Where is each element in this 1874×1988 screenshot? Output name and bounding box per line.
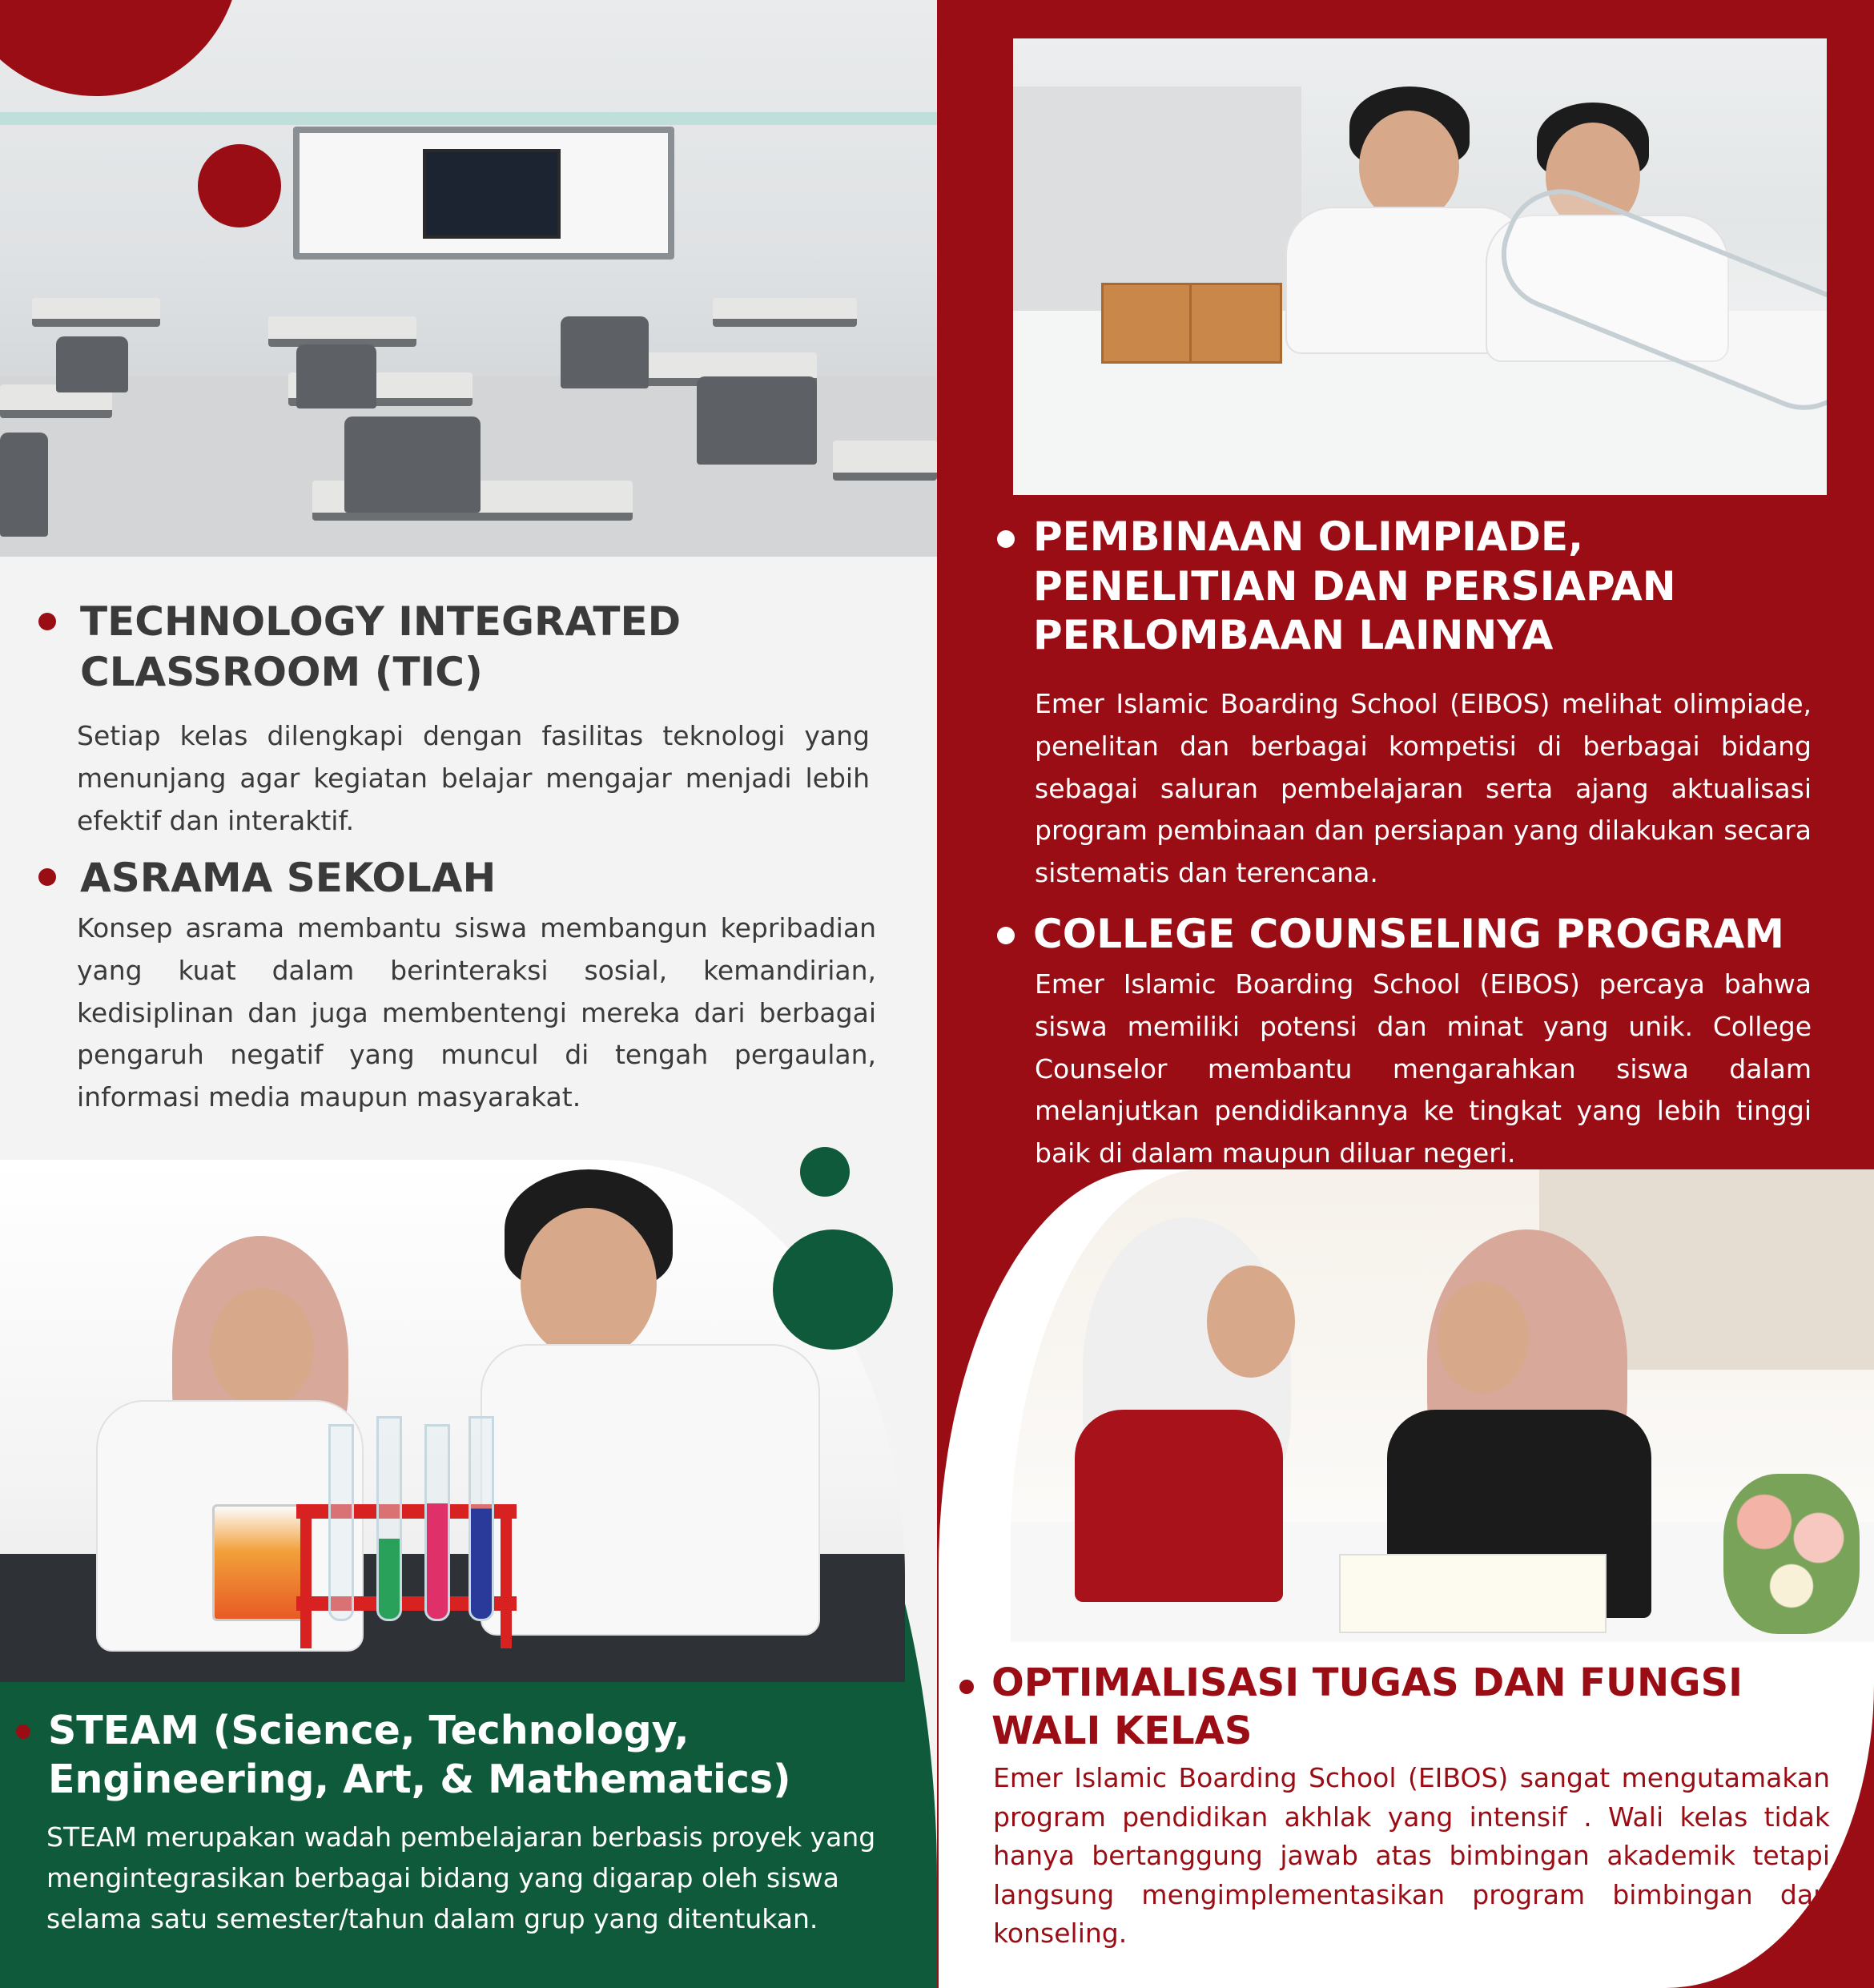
bullet-dot-icon [959,1680,974,1694]
counseling-photo [1011,1169,1874,1642]
bullet-dot-icon [997,927,1015,944]
tic-title-line2: CLASSROOM (TIC) [80,648,483,695]
decorative-circle-small [198,144,281,227]
decorative-circle-green-small [800,1147,850,1197]
bullet-dot-icon [38,868,56,886]
olimpiade-title [1033,513,1842,661]
beaker [212,1504,309,1621]
steam-body: STEAM merupakan wadah pembelajaran berbasis proyek yang mengintegrasikan berbagai bidang yang digarap oleh siswa selama satu semester/tahun dalam grup yang ditentukan. [46,1821,876,1935]
test-tube [376,1416,402,1621]
wooden-resonator-box [1101,283,1194,364]
steam-title-line1: STEAM (Science, Technology, [48,1708,690,1753]
chair [296,344,376,408]
wali-title [991,1659,1840,1755]
teacher-face [1437,1282,1529,1394]
desk [32,298,160,327]
flower-vase [1723,1474,1860,1634]
chair [56,336,128,392]
olimpiade-title-line3: PERLOMBAAN LAINNYA [1033,612,1554,658]
steam-title-line2: Engineering, Art, & Mathematics) [48,1757,791,1803]
smart-tv-screen [423,149,561,239]
bullet-dot-icon [997,530,1015,548]
test-tube [468,1416,494,1621]
college-body: Emer Islamic Boarding School (EIBOS) percaya bahwa siswa memiliki potensi dan minat yang unik. College Counselor membantu mengarahkan siswa dalam melanjutkan pendidikannya ke tingkat yang lebih tinggi baik di dalam maupun diluar negeri. [1035,968,1812,1169]
wali-title-line2: WALI KELAS [991,1708,1253,1753]
test-tube [328,1424,354,1621]
student-face [1359,111,1459,223]
bullet-dot-icon [16,1724,30,1739]
wali-body: Emer Islamic Boarding School (EIBOS) sangat mengutamakan program pendidikan akhlak yang intensif . Wali kelas tidak hanya bertanggung jawab atas bimbingan akademik tetapi langsung mengimplementasikan program bimbingan dan konseling. [993,1762,1830,1949]
chair [697,376,817,465]
olimpiade-title-line1: PEMBINAAN OLIMPIADE, [1033,513,1584,560]
student-face [521,1208,657,1360]
steam-lab-photo [0,1160,905,1682]
desk [833,441,937,481]
tic-title-line1: TECHNOLOGY INTEGRATED [80,598,682,645]
desk [268,316,416,347]
student-face [210,1288,314,1408]
asrama-title: ASRAMA SEKOLAH [80,855,497,901]
student-uniform [1075,1410,1283,1602]
wali-title-line1: OPTIMALISASI TUGAS DAN FUNGSI [991,1660,1743,1705]
decorative-circle-green-large [773,1229,893,1350]
olimpiade-title-line2: PENELITIAN DAN PERSIAPAN [1033,562,1676,610]
lab-shelf [1013,87,1301,311]
olimpiade-body: Emer Islamic Boarding School (EIBOS) melihat olimpiade, penelitan dan berbagai kompetisi di berbagai bidang sebagai saluran pembelajaran serta ajang aktualisasi program pembinaan dan persiapan yang dilakukan secara sistematis dan terencana. [1035,688,1812,889]
wooden-resonator-box [1189,283,1282,364]
tic-body: Setiap kelas dilengkapi dengan fasilitas teknologi yang menunjang agar kegiatan belajar mengajar menjadi lebih efektif dan interaktif. [77,720,870,836]
open-book [1339,1554,1607,1633]
asrama-body: Konsep asrama membantu siswa membangun kepribadian yang kuat dalam berinteraksi sosial, kemandirian, kedisiplinan dan juga membentengi mereka dari berbagai pengaruh negatif yang muncul di tengah pergaulan, informasi media maupun masyarakat. [77,912,876,1113]
test-tube-rack [300,1504,312,1648]
test-tube [424,1424,450,1621]
tic-title [80,597,881,697]
chair [561,316,649,388]
college-title: COLLEGE COUNSELING PROGRAM [1033,911,1784,957]
bullet-dot-icon [38,613,56,630]
desk [713,298,857,327]
student-face [1207,1266,1295,1378]
chair [0,433,48,537]
test-tube-rack [501,1504,512,1648]
wall-stripe [0,112,937,125]
lab-coat [481,1344,820,1636]
steam-title [48,1706,897,1805]
physics-lab-photo [1013,38,1827,495]
chair [344,417,481,513]
